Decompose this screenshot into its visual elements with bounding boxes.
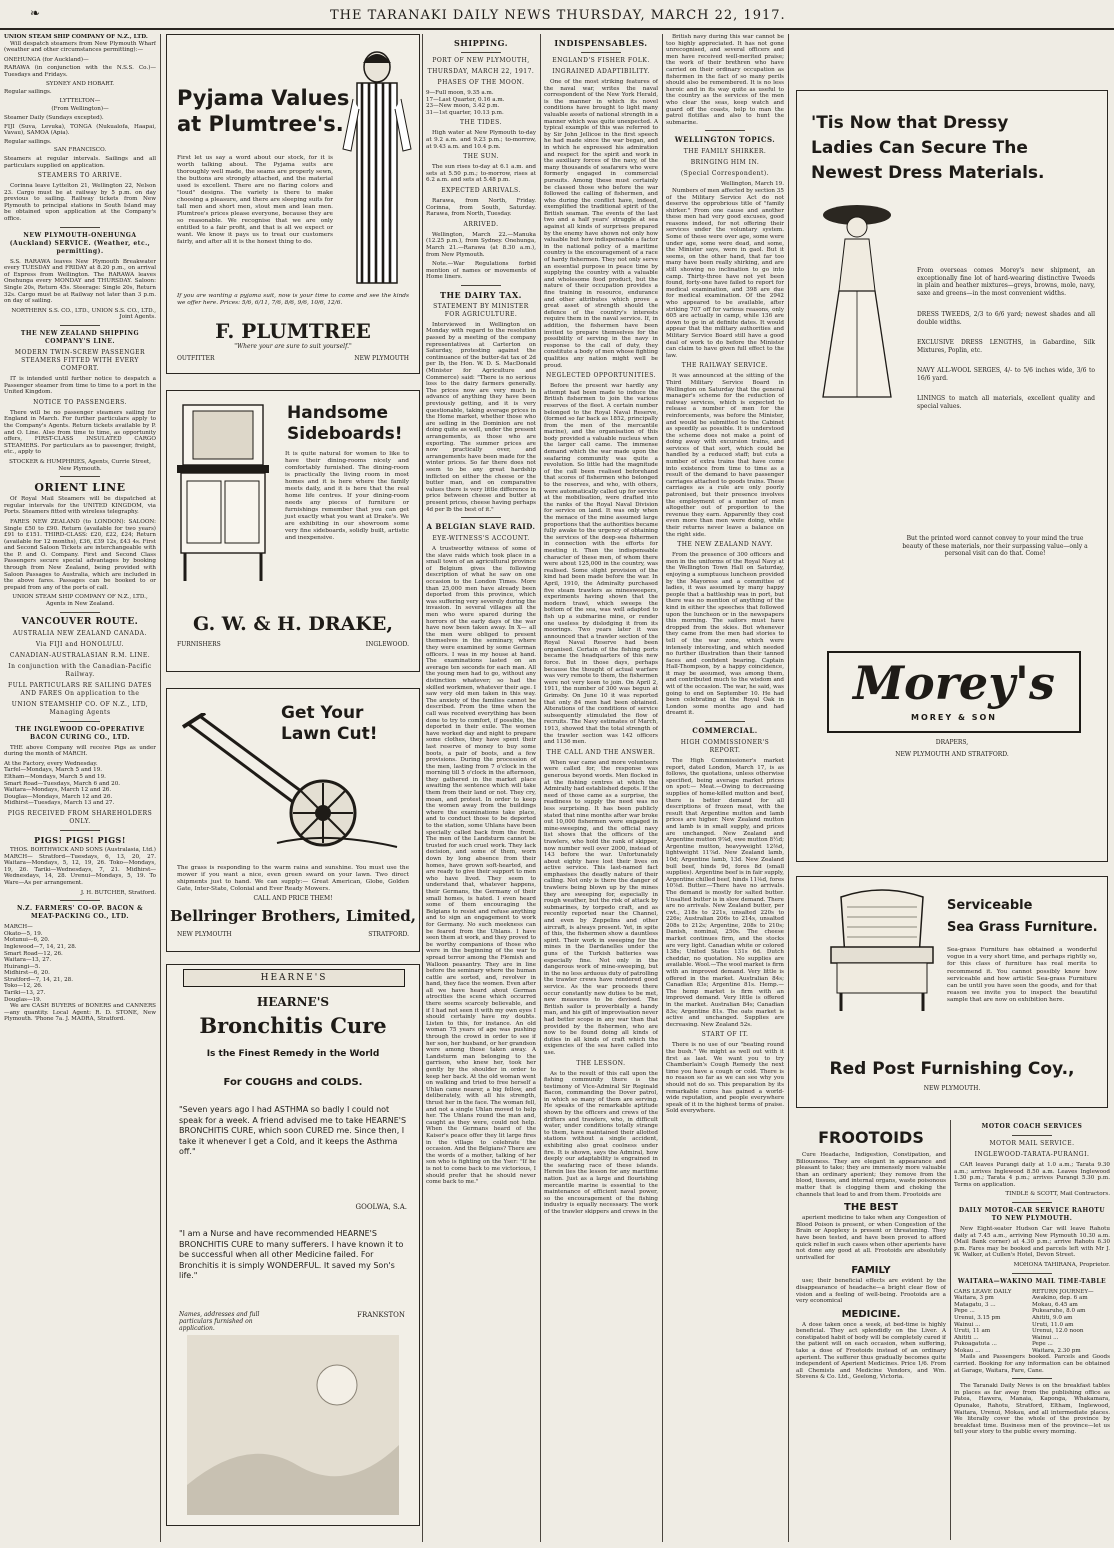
frootoids-title: FROOTOIDS	[818, 1128, 924, 1147]
hearnes-title2: Bronchitis Cure	[199, 1013, 387, 1038]
hearnes-sub2: For COUGHS and COLDS.	[223, 1077, 363, 1088]
waitara-timetable-outbound	[954, 1289, 1028, 1355]
indispensables-heading: INDISPENSABLES.	[554, 38, 648, 48]
start-of-it-text: There is no use of our "beating round the bush." We might as well out with it first as last. We want you to try Chamberlain's Cough Remedy the next time you have a cough or cold. There is no reason so far as we can see why you should not do so. This preparation by its remarkable cures has gained a world-wide reputation, and people everywhere speak of it in the highest terms of praise. Sold everywhere.	[666, 1042, 784, 1115]
column-rule	[422, 34, 423, 1542]
arrivals-text: Rarawa, from North, Friday. Corinna, from South, Saturday. Rarawa, from North, Tuesday.	[426, 197, 536, 218]
dress-body-4: NAVY ALL-WOOL SERGES, 4/- to 5/6 inches wide, 3/6 to 16/6 yard.	[917, 367, 1095, 382]
wellington-text-3: From the presence of 300 officers and men in the uniforms of the Royal Navy at the Wellington Town Hall on Saturday, enjoying a sumptuous luncheon provided by the Mayoress and a committee of ladies, it was assumed by many happy people that a battleship was in port, but there was no mention of anything of the kind in either the speeches that followed upon the luncheon or in the newspapers this morning. The sailors must have dropped from the skies. But whenever they came from the men had stories to tell of the war zone, which were intensely interesting, and which needed no further illustration than their tanned faces and confident bearing. Captain Hall-Thompson, by a happy coincidence, it may be assumed, was among them, and contributed much to the wisdom and wit of the occasion. The war, he said, was going to end on September 10. He had been celebrating at the Royal Oak in London some months ago and had dreamt it.	[666, 552, 784, 717]
nz-farmers-line: Inglewood—7, 14, 21, 28.	[4, 943, 77, 950]
wicker-chair-illustration	[827, 887, 937, 1015]
commercial-heading: COMMERCIAL.	[692, 726, 758, 736]
nz-farmers-foot: We are CASH BUYERS of BONERS and CANNERS—any quantity. Local Agent: R. D. STONE, New Plymouth. 'Phone 7a. J. MADRA, Stratford.	[4, 1003, 156, 1023]
divider	[461, 285, 501, 286]
indispensables-text-4: As to the result of this call upon the fishing community there is the testimony of Vice-Admiral Sir Reginald Bacon, commanding the Dover patrol, in which so many of them are serving. He speaks of the remarkable aptitude shown by the officers and crews of the drifters and trawlers, who, in difficult water, under conditions totally strange to them, have maintained their allotted stations without a single accident, exhibiting also great coolness under fire. It is shown, says the Admiral, how deeply our adaptability is engrained in the seafaring race of these islands. Herein lies the lesson for any maritime nation. Just as a large and flourishing mercantile marine is essential to the maintenance of efficient naval power, so the encouragement of the fishing industry is equally necessary. The work of the trawler skippers and crews in the	[544, 1070, 658, 1215]
timetable-entry: Uruti, 11.0 am	[1032, 1321, 1074, 1328]
divider	[60, 830, 100, 831]
divider	[1012, 1273, 1052, 1274]
page-mark: ❧	[30, 6, 41, 20]
nzsc-text: IT is intended until further notice to despatch a Passenger steamer from time to time to a port in the United Kingdom.	[4, 376, 156, 396]
bellringer-location-2: STRATFORD.	[368, 931, 409, 938]
family-shirker-heading: THE FAMILY SHIRKER.	[683, 148, 767, 156]
lawn-mower-illustration	[177, 713, 407, 853]
divider	[1012, 1135, 1052, 1136]
divider	[60, 325, 100, 326]
moon-line: 31—1st quarter, 10.13 p.m.	[426, 109, 504, 116]
ship-line: Steamers at regular intervals. Sailings and all particulars supplied on application.	[4, 155, 156, 169]
sea-grass-title-line: Serviceable	[947, 898, 1033, 913]
dairy-text: Interviewed in Wellington on Monday with regard to the resolution passed by a meeting of the company representatives at Carterton on Saturday, protesting against the continuance of the butter-fat tax of 2d per lb, the Hon. W. D. S. MacDonald (Minister for Agriculture and Commerce) said: "There is no serious loss to the dairy farmers generally. The prices now are very much in advance of anything they have been previously getting, and it is very questionable, taking average prices in the Home market, whether those who are selling in the Dominion are not doing quite as well, under the present arrangements, as those who are exporting. The summer prices are now practically over, and arrangements have been made for the winter prices. So far there does not seem to be any great hardship inflicted on either the cheese or the butter man, and on comparative values there is very little difference in price between cheese and butter at present prices, cheese having perhaps 4d per lb the best of it."	[426, 321, 536, 513]
pyjama-body: First let us say a word about our stock, for it is worth talking about. The Pyjama suits are thoroughly well made, the seams are properly sewn, the buttons are strongly attached, and the material used is excellent. There are no flaring colors and "loud" designs. The variety is there to make choosing a pleasure, and there are sleeping suits for tall men and short men, stout men and lean men. Plumtree's prices please everyone, because they are so reasonable. We recognise that we are only entitled to a fair profit, and that is all we expect or want. We know it pays us to treat our customers fairly, and after all it is the honest thing to do.	[177, 155, 333, 245]
pyjama-title	[177, 85, 349, 137]
masthead-text: THE TARANAKI DAILY NEWS THURSDAY, MARCH 22, 1917.	[330, 8, 786, 23]
dress-title-line: Newest Dress Materials.	[811, 163, 1045, 183]
war-regulations-note: Note.—War Regulations forbid mention of names or movements of Home liners.	[426, 261, 536, 281]
bacon-foot: PIGS RECEIVED FROM SHAREHOLDERS ONLY.	[7, 809, 153, 825]
ship-line: SYDNEY AND HOBART.	[45, 80, 115, 87]
indispensables-text-3: When war came and more volunteers were called for, the response was generous beyond words. Men flocked in at the fishing centres at which the Admiralty had established depots. If the need of those came as a surprise, the readiness to supply the need was no less surprising. It has been publicly stated that nine months after war broke out 10,000 fishermen were engaged in mine-sweeping, and the official navy list shows that the officers of the trawlers, who hold the rank of skipper, now number well over 2000, instead of 143 before the war. Unfortunately about eighty have lost their lives on active service. This last-named fact emphasises the deadly nature of their calling. Not only is there the danger of trawlers being blown up by the mines they are sweeping for, especially in rough weather, but the risk of attack by submarines, by torpedo craft, and as recently reported near the Channel, and even by Zeppelins and other aircraft, is always present. Yet, in spite of this, the fishermen show a dauntless spirit. Their work in sweeping for the mines in the Dardanelles under the guns of the Turkish batteries was especially fine. Not only in the dangerous work of mine-sweeping, but in the no less arduous duty of patrolling the trawler crews have rendered good service. As the war proceeds there occur constantly new duties to be met, new measures to be devised. The British sailor is proverbially a handy man, and his gift of improvisation never had better scope in any war than that provided by the fishermen, who are now to be found doing all kinds of duties in all kinds of craft which the exigencies of the sea have called into use.	[544, 759, 658, 1056]
motor-coach-heading: MOTOR COACH SERVICES	[981, 1123, 1083, 1130]
timetable-entry: Pukearuhe, 8.0 am	[1032, 1308, 1086, 1315]
daily-motor-text: New Eight-seater Hudson Car will leave Rahotu daily at 7.45 a.m., arriving New Plymouth 10.30 a.m. (Mail Bank corner) at 4.30 p.m.; arrive Rahotu 6.30 p.m. Fares may be booked and parcels left with Mr J. W. Walker, at Cullen's Hotel, Devon Street.	[954, 1225, 1110, 1259]
ad-sea-grass-furniture	[796, 876, 1108, 1108]
nz-farmers-line: Motunui—6, 20.	[4, 937, 50, 944]
port-heading: PORT OF NEW PLYMOUTH,	[432, 57, 530, 64]
plumtree-tagline: "Where your are sure to suit yourself."	[234, 343, 352, 350]
ship-line: RARAWA (in conjunction with the N.S.S. Co.)—Tuesdays and Fridays.	[4, 65, 156, 78]
sideboards-body: It is quite natural for women to like to have their dining-rooms nicely and comfortably furnished. The dining-room is practically the living room in most homes and it is here where the family meets daily, and it is here that the real home life centres. If your dining-room needs any pieces of furniture or furnishings remember that you can get just exactly what you want at Drake's. We are exhibiting in our showroom some very fine sideboards, solidly built, artistic and inexpensive.	[285, 451, 409, 541]
railway-service-heading: THE RAILWAY SERVICE.	[681, 362, 769, 370]
column-motor-coach	[954, 1120, 1110, 1540]
waitara-timetable-return	[1032, 1289, 1110, 1355]
hearnes-decorative-illustration	[187, 1335, 399, 1515]
hearnes-title1: HEARNE'S	[256, 995, 330, 1009]
pigs-heading: PIGS! PIGS! PIGS!	[34, 834, 126, 845]
daily-news-promo: The Taranaki Daily News is on the breakfast tables in places as far away from the publishing office as Patea, Hawera, Manaia, Kaponga, Whakamara, Opunake, Rahotu, Stratford, Eltham, Inglewood, Waitara, Urenui, Mokau, and all intermediate places. We literally cover the whole of the province by breakfast time. Business men of the province—let us tell your story to the public every morning.	[954, 1383, 1110, 1436]
nz-farmers-line: Waitara—13, 27.	[4, 957, 52, 964]
dress-body-6: But the printed word cannot convey to your mind the true beauty of these materials, nor their surpassing value—only a personal visit can do that. Come!	[902, 535, 1088, 557]
bacon-line: At the Factory, every Wednesday.	[4, 760, 98, 767]
column-frootoids	[796, 1120, 946, 1540]
column-rule	[540, 34, 541, 1542]
notice-heading: NOTICE TO PASSENGERS.	[33, 398, 127, 406]
timetable-entry: Wainui ...	[1032, 1334, 1059, 1341]
divider	[1012, 1378, 1052, 1379]
wellington-text-1: Numbers of men affected by section 35 of the Military Service Act do not deserve the opprobrious title of "family shirker." From one cause and another these men had very good excuses, good reasons indeed, for not offering their services under the voluntary system. Some of these were over age, some were under age, some were dead, and some, the Minister says, were in gaol. But it seems, on the other hand, that far too many have been really shirking, and are still showing no inclination to go into camp. Thirty-three have not yet been found, forty-one have failed to report for medical examination, and 398 are due for medical examination. Of the 2942 who appeared to be available, after striking 707 off for various reasons, only 605 are actually in camp, while 136 are down to go in at definite dates. It would appear that the military authorities and Military Service Board still have a good deal of work to do before the Minister can claim to have given full effect to the law.	[666, 187, 784, 359]
moreys-logo-text: Morey's	[853, 656, 1055, 710]
moon-heading: PHASES OF THE MOON.	[437, 79, 525, 86]
nzsc-heading: THE NEW ZEALAND SHIPPING COMPANY'S LINE.	[20, 330, 140, 345]
arrive-text: Corinna leave Lyttelton 21, Wellington 22, Nelson 23. Cargo must be at railway by 5 p.m. on day previous to sailing. Railway tickets from New Plymouth to principal stations in South Island may be obtained upon application at the Company's office.	[4, 183, 156, 223]
vancouver-line: FULL PARTICULARS RE SAILING DATES AND FARES On application to the	[8, 681, 152, 697]
timetable-entry: Uruti, 11 am	[954, 1328, 991, 1335]
divider	[60, 227, 100, 228]
ad-hearnes-bronchitis	[166, 964, 420, 1526]
sideboard-illustration	[173, 401, 273, 591]
bacon-heading: THE INGLEWOOD CO-OPERATIVE BACON CURING CO., LTD.	[15, 725, 145, 741]
divider	[1012, 1202, 1052, 1203]
plumtree-trade: OUTFITTER	[177, 355, 215, 362]
lady-in-dress-illustration	[811, 201, 901, 401]
timetable-entry: Wainui ...	[954, 1321, 981, 1328]
ship-line: Regular sailings.	[4, 89, 52, 96]
moon-line: 17—Last Quarter, 0.16 a.m.	[426, 96, 505, 103]
moreys-logo	[827, 651, 1081, 733]
tides-heading: THE TIDES.	[460, 119, 502, 127]
nz-farmers-line: MARCH—	[4, 924, 33, 931]
pigs-signature: J. H. BUTCHER, Stratford.	[80, 889, 156, 896]
timetable-entry: CARS LEAVE DAILY	[954, 1288, 1012, 1295]
vancouver-line: CANADIAN-AUSTRALASIAN R.M. LINE.	[9, 651, 151, 659]
nz-farmers-line: Stratford—7, 14, 21, 28.	[4, 976, 73, 983]
plumtree-address: NEW PLYMOUTH	[354, 355, 409, 362]
divider	[60, 721, 100, 722]
lawn-title-line: Get Your	[281, 703, 364, 723]
vancouver-heading: VANCOUVER ROUTE.	[21, 616, 139, 627]
moreys-trade: DRAPERS,	[935, 739, 969, 746]
drake-trade: FURNISHERS	[177, 641, 221, 648]
hearnes-sig-1: GOOLWA, S.A.	[355, 1203, 407, 1211]
pyjama-title-line: Pyjama Values	[177, 86, 350, 110]
dress-body-3: EXCLUSIVE DRESS LENGTHS, in Gabardine, Silk Mixtures, Poplin, etc.	[917, 339, 1095, 354]
column-shipping-ads	[4, 34, 156, 1542]
nz-farmers-line: Tariki—13, 27.	[4, 990, 46, 997]
call-answer-heading: THE CALL AND THE ANSWER.	[546, 748, 656, 756]
column-shipping-news	[426, 34, 536, 1542]
ship-line: SAN FRANCISCO.	[53, 147, 107, 154]
fares-text: FARES NEW ZEALAND (to LONDON): SALOON: Single £50 to £90. Return (available for two years) £91 to £151. THIRD-CLASS: £20, £22, £24; Return (available for 12 months), £36, £39 12s, £43 4s. First and Second Saloon Tickets are interchangeable with the P. and O. Company. First and Second Class Passengers secure special advantages by booking through from New Zealand, being provided with Saloon Passages to Australia, which are included in the above fares. Passages can be booked to or prepaid from any of the ports of call.	[4, 518, 156, 591]
moon-line: 9—Full moon, 9.35 a.m.	[426, 90, 494, 96]
nz-farmers-line: Midhirst—6, 20.	[4, 970, 50, 977]
moreys-address: NEW PLYMOUTH AND STRATFORD.	[895, 751, 1009, 758]
dress-title-line: Ladies Can Secure The	[811, 138, 1028, 158]
orient-text: Of Royal Mail Steamers will be dispatched at regular intervals for the UNITED KINGDOM, via Ports. Steamers fitted with wireless telegraphy.	[4, 496, 156, 516]
frootoids-body-4: A dose taken once a week, at bed-time is highly beneficial. They act splendidly on the Liver. A constipated habit of body will be completely cured if the patient will on each occasion, when suffering, take a dose of Frootoids instead of an ordinary aperient. The sufferer thus gradually becomes quite independent of Aperient Medicines. Price 1/6. From all Chemists and Medicine Vendors, and Wm. Stevens & Co. Ltd., Geelong, Victoria.	[796, 1321, 946, 1381]
frootoids-body-2: aperient medicine to take when any Congestion of Blood Poison is present, or when Congestion of the Brain or Apoplexy is present or threatening. They have been tested, and have been proved to afford quick relief in such cases when other aperients have not done any good at all. Frootoids are absolutely unrivalled for	[796, 1215, 946, 1261]
ship-line: Regular sailings.	[4, 138, 52, 145]
divider	[60, 476, 100, 477]
divider	[705, 721, 745, 722]
bacon-line: Waitara—Mondays, March 12 and 26.	[4, 787, 112, 794]
hearnes-sig-2: FRANKSTON	[357, 1311, 405, 1319]
bacon-line: Eltham—Mondays, March 5 and 19.	[4, 774, 106, 780]
arrived-text: Wellington, March 22.—Manuka (12.25 p.m.), from Sydney. Onehunga, March 21.—Rarawa (at 8.30 a.m.), from New Plymouth.	[426, 231, 536, 258]
frootoids-body-3: use; their beneficial effects are evident by the disappearance of headache—a bright clear flow of vision and a feeling of well-being. Frootoids are a very economical	[796, 1278, 946, 1305]
waitara-foot: Mails and Passengers booked. Parcels and Goods carried. Booking for any information can be obtained at Garage, Waitara, Fare, Cane.	[954, 1354, 1110, 1374]
ad-sideboards	[166, 390, 420, 672]
bacon-line: Tarfel—Mondays, March 5 and 19.	[4, 767, 103, 774]
indispensables-sub1: ENGLAND'S FISHER FOLK.	[552, 57, 650, 64]
slave-raid-subheading: EYE-WITNESS'S ACCOUNT.	[432, 535, 530, 543]
hearnes-quote-2: "I am a Nurse and have recommended HEARNE'S BRONCHITIS CURE to many sufferers. I have known it to be successful when all other Medicine failed. For Bronchitis it is simply WONDERFUL. It saved my Son's life."	[179, 1229, 404, 1280]
waitara-timetable	[954, 1289, 1110, 1355]
ship-line: LYTTELTON—	[59, 97, 101, 104]
column-rule	[160, 34, 161, 1542]
frootoids-family: FAMILY	[851, 1265, 891, 1277]
dress-body-2: DRESS TWEEDS, 2/3 to 6/6 yard; newest shades and all double widths.	[917, 311, 1095, 326]
mail-service-heading: MOTOR MAIL SERVICE.	[989, 1140, 1075, 1147]
notice-agents: STOCKER & HUMPHRIES, Agents, Currie Street, New Plymouth.	[9, 458, 151, 472]
frootoids-body-1: Cure Headache, Indigestion, Constipation, and Biliousness. They are elegant in appearance and pleasant to take; they are immensely more valuable than an ordinary aperient; they remove from the blood, tissues, and internal organs, waste poisonous matter that is clogging them and choking the channels that lead to and from them. Frootoids are	[796, 1152, 946, 1198]
lawn-call: CALL AND PRICE THEM!	[253, 895, 333, 902]
divider	[705, 130, 745, 131]
wellington-topics-heading: WELLINGTON TOPICS.	[674, 135, 776, 145]
sun-text: The sun rises to-day at 6.1 a.m. and sets at 5.50 p.m.; to-morrow, rises at 6.2 a.m. and sets at 5.48 p.m.	[426, 164, 536, 184]
bellringer-location-1: NEW PLYMOUTH	[177, 931, 232, 938]
arrive-heading: STEAMERS TO ARRIVE.	[37, 172, 123, 180]
timetable-entry: Waitara, 2.30 pm	[1032, 1347, 1081, 1354]
bacon-text: THE above Company will receive Pigs as under during the month of MARCH.	[4, 744, 156, 758]
arrivals-heading: EXPECTED ARRIVALS.	[441, 186, 521, 194]
start-of-it-heading: START OF IT.	[701, 1031, 749, 1039]
indispensables-text-2: Before the present war hardly any attempt had been made to induce the British fishermen to join the various reserves of the fleet. A certain number belonged to the Royal Naval Reserve, (formed so far back as 1852, principally from the men of the mercantile marine), and the organisation of this body provided a valuable nucleus when the larger call came. The immense demand which the war made upon the seafaring community was quite a revolution. So little had the magnitude of the call been realised beforehand that scores of fishermen who belonged to the reserves, and who, with others, were automatically called up for service at the mobilisation, were drafted into the ranks of the Royal Naval Division for service on land. It was only when the menace of the mine assumed large proportions that the authorities became fully awake to the urgency of obtaining the services of the deep-sea fishermen in connection with the efforts for meeting it. Then the indispensable character of these men, of whom there were about 125,000 in the country, was realised. Some slight provision of the kind had been made before the war. In April, 1910, the Admiralty purchased five steam trawlers as minesweepers, experiments having shown that the modern trawl, which sweeps the bottom of the sea, was well adapted to fish up a submarine mine, or render one useless by dislodging it from its moorings. Two years later it was announced that a trawler section of the Royal Naval Reserve had been organised. Certain of the fishing ports became the headquarters of this new force. But in those days, perhaps because the thought of actual warfare was very remote to them, the fishermen were not very keen to join. On April 2, 1911, the number of 300 was begun at Grimsby. On June 10 it was reported that only 84 men had been obtained. Alterations of the conditions of service subsequently stimulated the flow of recruits. The Navy estimates of March, 1913, showed that the total strength of the trawler section was 142 officers and 1136 men.	[544, 383, 658, 746]
mail-service-signature: TINDLE & SCOTT, Mail Contractors.	[1005, 1191, 1110, 1198]
mail-service-route: INGLEWOOD-TARATA-PURANGI.	[974, 1151, 1090, 1158]
indispensables-sub2: INGRAINED ADAPTIBILITY.	[552, 68, 650, 75]
sideboards-title-line: Sideboards!	[287, 424, 403, 444]
moreys-logo-sub: MOREY & SON	[911, 713, 997, 722]
timetable-entry: Waitara, 3 pm	[954, 1295, 994, 1302]
man-in-pyjamas-illustration	[339, 39, 413, 289]
tides-text: High water at New Plymouth to-day at 9.2 a.m. and 9.23 p.m.; to-morrow, at 9.43 a.m. and 10.4 p.m.	[426, 130, 536, 150]
pigs-text: THOS. BORTHWICK AND SONS (Australasia, Ltd.) MARCH— Stratford—Tuesdays, 6, 13, 20, 27. Waitara—Mondays, 5, 12, 19, 26. Toko—Mondays, 19, 26. Tariki—Wednesdays, 7, 21. Midhirst—Wednesdays, 14, 28. Urenui—Mondays, 5, 19. To Ware—As per arrangement.	[4, 846, 156, 886]
union-ss-intro: Will despatch steamers from New Plymouth Wharf (weather and other circumstances permitting):—	[4, 40, 156, 54]
vancouver-line: Via FIJI and HONOLULU.	[35, 640, 125, 648]
plumtree-firm: F. PLUMTREE	[215, 319, 371, 343]
vancouver-line: AUSTRALIA NEW ZEALAND CANADA.	[13, 629, 147, 637]
indispensables-text-1: One of the most striking features of the naval war, writes the naval correspondent of the New York Herald, is the manner in which its novel conditions have brought to light many valuable assets of national strength in a manner which was quite unexpected. A typical example of this was referred to by Sir John Jellicoe in the first speech he had made since the war began, and in which he expressed his admiration and respect for the spirit and work in the auxiliary forces of the navy, of the many thousands of seafarers who were formerly engaged in commercial pursuits. Among these must certainly be classed those who before the war followed the calling of fishermen, and who during the conflict have, indeed, exemplified the traditional spirit of the British seaman. The events of the last two and a half years' struggle at sea against all kinds of surprises prepared by the enemy have shown not only how valuable but how indispensable a factor in the national policy of a maritime country is the encouragement of a race of hardy fishermen. They not only serve an essential purpose in peace time by supplying the country with a valuable and wholesome food product, but the nature of their occupation provides a fine training in resource, endurance and other attributes which prove a great asset of strength should the defence of the country's interests require them in the naval service. If, in addition, the fishermen have been invited to prepare themselves for the possibility of serving in the navy in response to the call of duty, they constitute a body of men whose fighting qualities any nation might well be proud.	[544, 79, 658, 369]
bacon-line: Douglas—Mondays, March 12 and 26.	[4, 793, 113, 800]
lawn-title-line: Lawn Cut!	[281, 724, 378, 744]
nz-farmers-heading: N.Z. FARMERS' CO-OP. BACON & MEAT-PACKING CO., LTD.	[16, 905, 143, 921]
nz-farmers-line: Toko—12, 26.	[4, 983, 43, 990]
daily-motor-signature: MOHONA TAHIRANA, Proprietor.	[1013, 1261, 1110, 1268]
sun-heading: THE SUN.	[463, 153, 499, 161]
bellringer-firm: Bellringer Brothers, Limited,	[169, 907, 417, 925]
port-date: THURSDAY, MARCH 22, 1917.	[427, 68, 535, 75]
dress-body-5: LININGS to match all materials, excellent quality and special values.	[917, 395, 1095, 410]
red-post-firm: Red Post Furnishing Coy.,	[829, 1059, 1075, 1079]
union-ss-heading: UNION STEAM SHIP COMPANY OF N.Z., LTD.	[4, 34, 148, 40]
dress-title	[811, 111, 1044, 186]
column-rule	[950, 1120, 951, 1540]
sea-grass-title-line: Sea Grass Furniture.	[947, 920, 1098, 935]
ship-line: FIJI (Suva, Levuka), TONGA (Nukualofa, Haapai, Vavau), SAMOA (Apia).	[4, 123, 156, 137]
shipping-heading: SHIPPING.	[454, 38, 508, 48]
dateline: Wellington, March 19.	[720, 181, 784, 188]
timetable-entry: Pepe ...	[954, 1308, 975, 1315]
divider	[581, 52, 621, 53]
dress-body-1: From overseas comes Morey's new shipment, an exceptionally fine lot of hard-wearing distinctive Tweeds in plain and heather mixtures—greys, browns, mole, navy, saxe and greens—in the most convenient widths.	[917, 267, 1095, 297]
commercial-subheading: HIGH COMMISSIONER'S REPORT.	[680, 739, 770, 755]
hearnes-sub1: Is the Finest Remedy in the World	[206, 1049, 380, 1059]
nz-navy-heading: THE NEW ZEALAND NAVY.	[677, 541, 773, 549]
notice-text: There will be no passenger steamers sailing for England in March. For further particulars apply to the Company's Agents. Return tickets available by P. and O. Line. Also from time to time, as opportunity offers, FIRST-CLASS INSULATED CARGO STEAMERS. For particulars as to passenger, freight, etc., apply to	[4, 409, 156, 456]
timetable-entry: Mokau, 6.45 am	[1032, 1301, 1078, 1308]
slave-raid-text: A trustworthy witness of some of the slave raids which took place in a small town of an agricultural province of Belgium gives the following description of what he saw on one occasion to the London Times. More than 25,000 men have already been deported from this province, which was suffering very severely during the invasion. In several villages all the men who were spared during the horrors of the early days of the war have now been taken away. In X— all the men were obliged to present themselves in the seminary, where they were examined by some German officers. I was in my house at hand. The examinations lasted on an average ten seconds for each man. All the young men had to go, without any distinction whatever; so had the skilled workmen, whatever their age. I saw very old men taken in this way. The anxiety of the families cannot be described. From the time when the call was received everything has been done to try to comfort, if possible, the deported in their exile. The women have worked day and night to prepare some clothes, they have spent their last reserve of money to buy some boots, a pair of boots, and a few provisions. During the procession of the men, lasting from 7 o'clock in the morning till 5 o'clock in the afternoon, they gathered in the market place awaiting the sentence which will take them from their land or not. They cry, moan, and protest. In order to keep the women away from the buildings where the examinations take place, and to conduct those to be deported to the station, some Uhlans have been specially called back from the front. The men of the Landsturm cannot be trusted for such cruel work. They lack decision, and some of them, worn down by long absence from their homes, have grown soft-hearted, and are ready to give their support to men who have lived. They seem to understand that, whatever happens, their Germans, the Germany of their small homes, is hated. I even heard some of them encouraging the Belgians to resist and refuse anything and to sign an engagement to work for Germany. No such meekness can be feared from the Uhlans. I have seen them at work, and they proved to be worthy companions of those who were in the beginning of the war to spread terror among the Flemish and Walloon peasantry. They are in line before the seminary where the human cattle are sorted, and, revolver in hand, they face the women. Even after all we have heard about German atrocities the scene which occurred there seems scarcely believable, and if I had not seen it with my own eyes I should certainly have my doubts. Listen to this, for instance. An old woman 75 years of age was pushing through the crowd in order to see if her son, her husband, or her grandson were among those taken away. A Landsturm man belonging to the garrison, who knew her, took her gently by the shoulder in order to keep her back. At the old woman went on walking and tried to free herself a Uhlan came nearer, a big fellow, and deliberately, with all his strength, thrust her in the face. The woman fell, and not a single Uhlan moved to help her. The Uhlans round the man and, caught as they were, could not help. When the Germans heard of the Kaiser's peace offer they lit large fires in the village to celebrate the occasion. And the Belgians? There are the words of a mother, talking of her son who is fighting on the Yser: "If he is not to come back to me victorious, I should prefer that he should never come back to me."	[426, 546, 536, 1186]
frootoids-medicine: MEDICINE.	[841, 1308, 901, 1320]
masthead	[0, 0, 1114, 30]
pyjama-title-line: at Plumtree's.	[177, 112, 344, 136]
nz-farmers-line: Douglas—19.	[4, 996, 42, 1003]
divider	[461, 517, 501, 518]
timetable-entry: Ahititi ...	[954, 1334, 979, 1341]
mail-service-text: CAR leaves Purangi daily at 1.0 a.m.; Tarata 9.30 a.m.; arrives Inglewood 8.50 a.m. Leaves Inglewood 1.30 p.m.; Tarata 4 p.m.; arrives Purangi 5.30 p.m. Terms on application.	[954, 1162, 1110, 1188]
timetable-entry: Mokau ...	[954, 1347, 981, 1354]
joint-agents: NORTHERN S.S. CO., LTD., UNION S.S. CO., LTD., Joint Agents.	[11, 307, 156, 321]
column-indispensables	[544, 34, 658, 1542]
divider	[461, 52, 501, 53]
timetable-entry: Urenui, 12.0 noon	[1032, 1328, 1084, 1335]
ship-line: Steamer Daily (Sundays excepted).	[4, 114, 104, 121]
nz-farmers-line: Smart Road—12, 26.	[4, 950, 63, 957]
column-rule	[788, 34, 789, 1542]
nz-farmers-line: Huirangi—5.	[4, 963, 41, 970]
vancouver-line: In conjunction with the Canadian-Pacific Railway.	[8, 662, 152, 678]
timetable-entry: Ahititi, 9.0 am	[1032, 1314, 1073, 1321]
neglected-heading: NEGLECTED OPPORTUNITIES.	[545, 372, 657, 380]
column-wellington-topics	[666, 34, 784, 1542]
sea-grass-title	[947, 895, 1098, 939]
slave-raid-heading: A BELGIAN SLAVE RAID.	[426, 522, 536, 532]
timetable-entry: Urenui, 3.15 pm	[954, 1314, 1001, 1321]
ad-dress-materials	[796, 90, 1108, 862]
drake-firm: G. W. & H. DRAKE,	[193, 613, 393, 635]
timetable-entry: Matagatu, 3 ...	[954, 1301, 996, 1308]
vancouver-line: UNION STEAMSHIP CO. OF N.Z., LTD, Managing Agents	[11, 700, 149, 716]
hearnes-quote-1: "Seven years ago I had ASTHMA so badly I could not speak for a week. A friend advised me to take HEARNE'S BRONCHITIS CURE, which soon CURED me. Since then, I take it whenever I get a Cold, and it keeps the Asthma off."	[179, 1105, 407, 1156]
dress-title-line: 'Tis Now that Dressy	[811, 113, 1009, 133]
timetable-entry: Awakino, dep. 6 am	[1032, 1295, 1088, 1302]
dairy-heading: THE DAIRY TAX.	[440, 289, 522, 300]
navy-continued-text: British navy during this war cannot be too highly appreciated. It has not gone unrecognised, and several officers and men have received well-merited praise; the work of their brethren who have carried on their ordinary occupation as fishermen in the fact of so many perils should also be remembered. It is no less heroic and in its way quite as useful to the country as the services of the men who clear the seas, keep watch and guard off the coasts, help to man the patrol flotillas and also to hunt the submarine.	[666, 34, 784, 126]
hearnes-note: Names, addresses and full particulars furnished on application.	[179, 1311, 260, 1332]
timetable-entry: Pukoagatuta ...	[954, 1341, 997, 1348]
column-rule	[662, 34, 663, 1542]
divider	[60, 612, 100, 613]
bacon-line: Smart Road—Tuesdays, March 6 and 20.	[4, 780, 121, 787]
sideboards-title	[287, 403, 403, 445]
orient-heading: ORIENT LINE	[34, 481, 126, 495]
ad-lawn-mowers	[166, 688, 420, 952]
timetable-entry: Pepe ...	[1032, 1341, 1053, 1348]
nzsc-sub: MODERN TWIN-SCREW PASSENGER STEAMERS FITTED WITH EVERY COMFORT.	[14, 349, 146, 372]
frootoids-best: THE BEST	[844, 1202, 898, 1214]
orient-agents: UNION STEAM SHIP COMPANY OF N.Z., LTD., Agents in New Zealand.	[12, 594, 148, 608]
onehunga-heading: NEW PLYMOUTH-ONEHUNGA (Auckland) SERVICE. (Weather, etc., permitting).	[9, 231, 151, 255]
daily-motor-heading: DAILY MOTOR-CAR SERVICE RAHOTU TO NEW PLYMOUTH.	[958, 1206, 1106, 1222]
commercial-text: The High Commissioner's market report, dated London, March 17, is as follows, the quotations, unless otherwise specified, being average market prices on spot:— Meat.—Owing to decreasing supplies of home-killed mutton and beef, there is better demand for all descriptions of frozen meat, with the result that Argentine mutton and lamb prices are higher. New Zealand mutton and lamb is in small supply, and prices are unchanged. New Zealand and Argentine mutton 9⅞d, ewe mutton 8½d; Argentine mutton, heavyweight 12⅜d, lightweight 11⅞d. New Zealand lamb, 10d; Argentine lamb, 13d. New Zealand bull beef, hinds 9d, fores 8d (small supplies). Argentine beef is in fair supply, Argentine chilled beef, hinds 11⅛d, fores 10⅞d. Butter.—There have no arrivals. The demand is mostly for salted butter. Unsalted butter is in slow demand. There are no arrivals. New Zealand butter, per cwt., 218s to 221s, unsalted 220s to 226s; Australian 206s to 214s, unsalted 208s to 212s; Argentine, 208s to 210s; Danish, nominal, 250s. The cheese market continues firm, and the stocks are very light. Canadian white or colored 138s; United States 131s 6d. Dutch cheddar, no quotation. No supplies are available. Wool.—The wool market is firm with an improved demand. Very little is offered in the market. Australian 84s; Canadian 83s; Argentine 81s. Hemp.—The hemp market is firm with an improved demand. Very little is offered in the market. Australian 84s; Canadian 83s; Argentine 81s. The oats market is active and unchanged. Supplies are decreasing. New Zealand 52s.	[666, 758, 784, 1028]
wellington-text-2: It was announced at the sitting of the Third Military Service Board in Wellington on Saturday that the general manager's scheme for the reduction of railway services, which is expected to release a number of men for the reinforcements, was before the Minister, and would be submitted to the Cabinet as speedily as possible. It is understood the scheme does not make a point of doing away with excursion trains, and services of that sort, which could be handled by a reduced staff; but cuts a number of extra trains that have come into existence from time to time as a result of the demand to have passenger carriages attached to goods trains. These carriages as a rule are only poorly patronised, but their presence involves the employment of a number of men altogether out of proportion to the revenue they earn. Apparently they cost even more than men were doing, while their returns never leave a balance on the right side.	[666, 373, 784, 538]
divider	[60, 900, 100, 901]
onehunga-text: S.S. RARAWA leaves New Plymouth Breakwater every TUESDAY and FRIDAY at 8.20 p.m., on arrival of Express from Wellington. The RARAWA leaves Onehunga every MONDAY and THURSDAY. Saloon: Single 20s, Return 45s. Steerage: Single 20s, Return 32s. Cargo must be at Railway not later than 3 p.m. on day of sailing.	[4, 258, 156, 305]
pyjama-foot: If you are wanting a pyjama suit, now is your time to come and see the kinds we offer here. Prices: 5/6, 6/11, 7/6, 8/6, 9/6, 10/6, 12/6.	[177, 293, 409, 306]
moon-line: 23—New moon, 3.42 p.m.	[426, 103, 500, 110]
drake-address: INGLEWOOD.	[365, 641, 409, 648]
ship-line: (From Wellington)—	[51, 106, 109, 113]
bacon-line: Midhirst—Tuesdays, March 13 and 27.	[4, 800, 115, 807]
red-post-address: NEW PLYMOUTH.	[923, 1085, 981, 1092]
ad-pyjama	[166, 34, 420, 374]
sideboards-title-line: Handsome	[287, 403, 389, 423]
lawn-body: The grass is responding to the warm rains and sunshine. You must use the mower if you want a nice, even green sward on your lawn. Two direct shipments just to hand. We can supply:— Great American, Globe, Golden Gate, Inter-State, Colonial and Ever Ready Mowers.	[177, 865, 409, 892]
hearnes-banner: HEARNE'S	[183, 969, 405, 987]
lesson-heading: THE LESSON.	[576, 1059, 626, 1067]
timetable-entry: RETURN JOURNEY—	[1032, 1288, 1094, 1295]
arrived-heading: ARRIVED.	[463, 220, 499, 228]
special-correspondent: (Special Correspondent).	[680, 170, 770, 178]
sea-grass-body: Sea-grass Furniture has obtained a wonderful vogue in a very short time, and perhaps rightly so, for this class of furniture has real merits to recommend it. You cannot possibly know how serviceable and how artistic Sea-grass Furniture can be until you have seen the goods, and for that reason we invite you to inspect the beautiful sample that are now on exhibition here.	[947, 947, 1097, 1004]
bringing-him-in-heading: BRINGING HIM IN.	[690, 159, 760, 167]
ship-line: ONEHUNGA (for Auckland)—	[4, 56, 89, 63]
nz-farmers-line: Okato—5, 19.	[4, 930, 43, 937]
waitara-heading: WAITARA—WAKINO MAIL TIME-TABLE	[957, 1277, 1107, 1285]
dairy-subheading: STATEMENT BY MINISTER FOR AGRICULTURE.	[433, 302, 529, 318]
